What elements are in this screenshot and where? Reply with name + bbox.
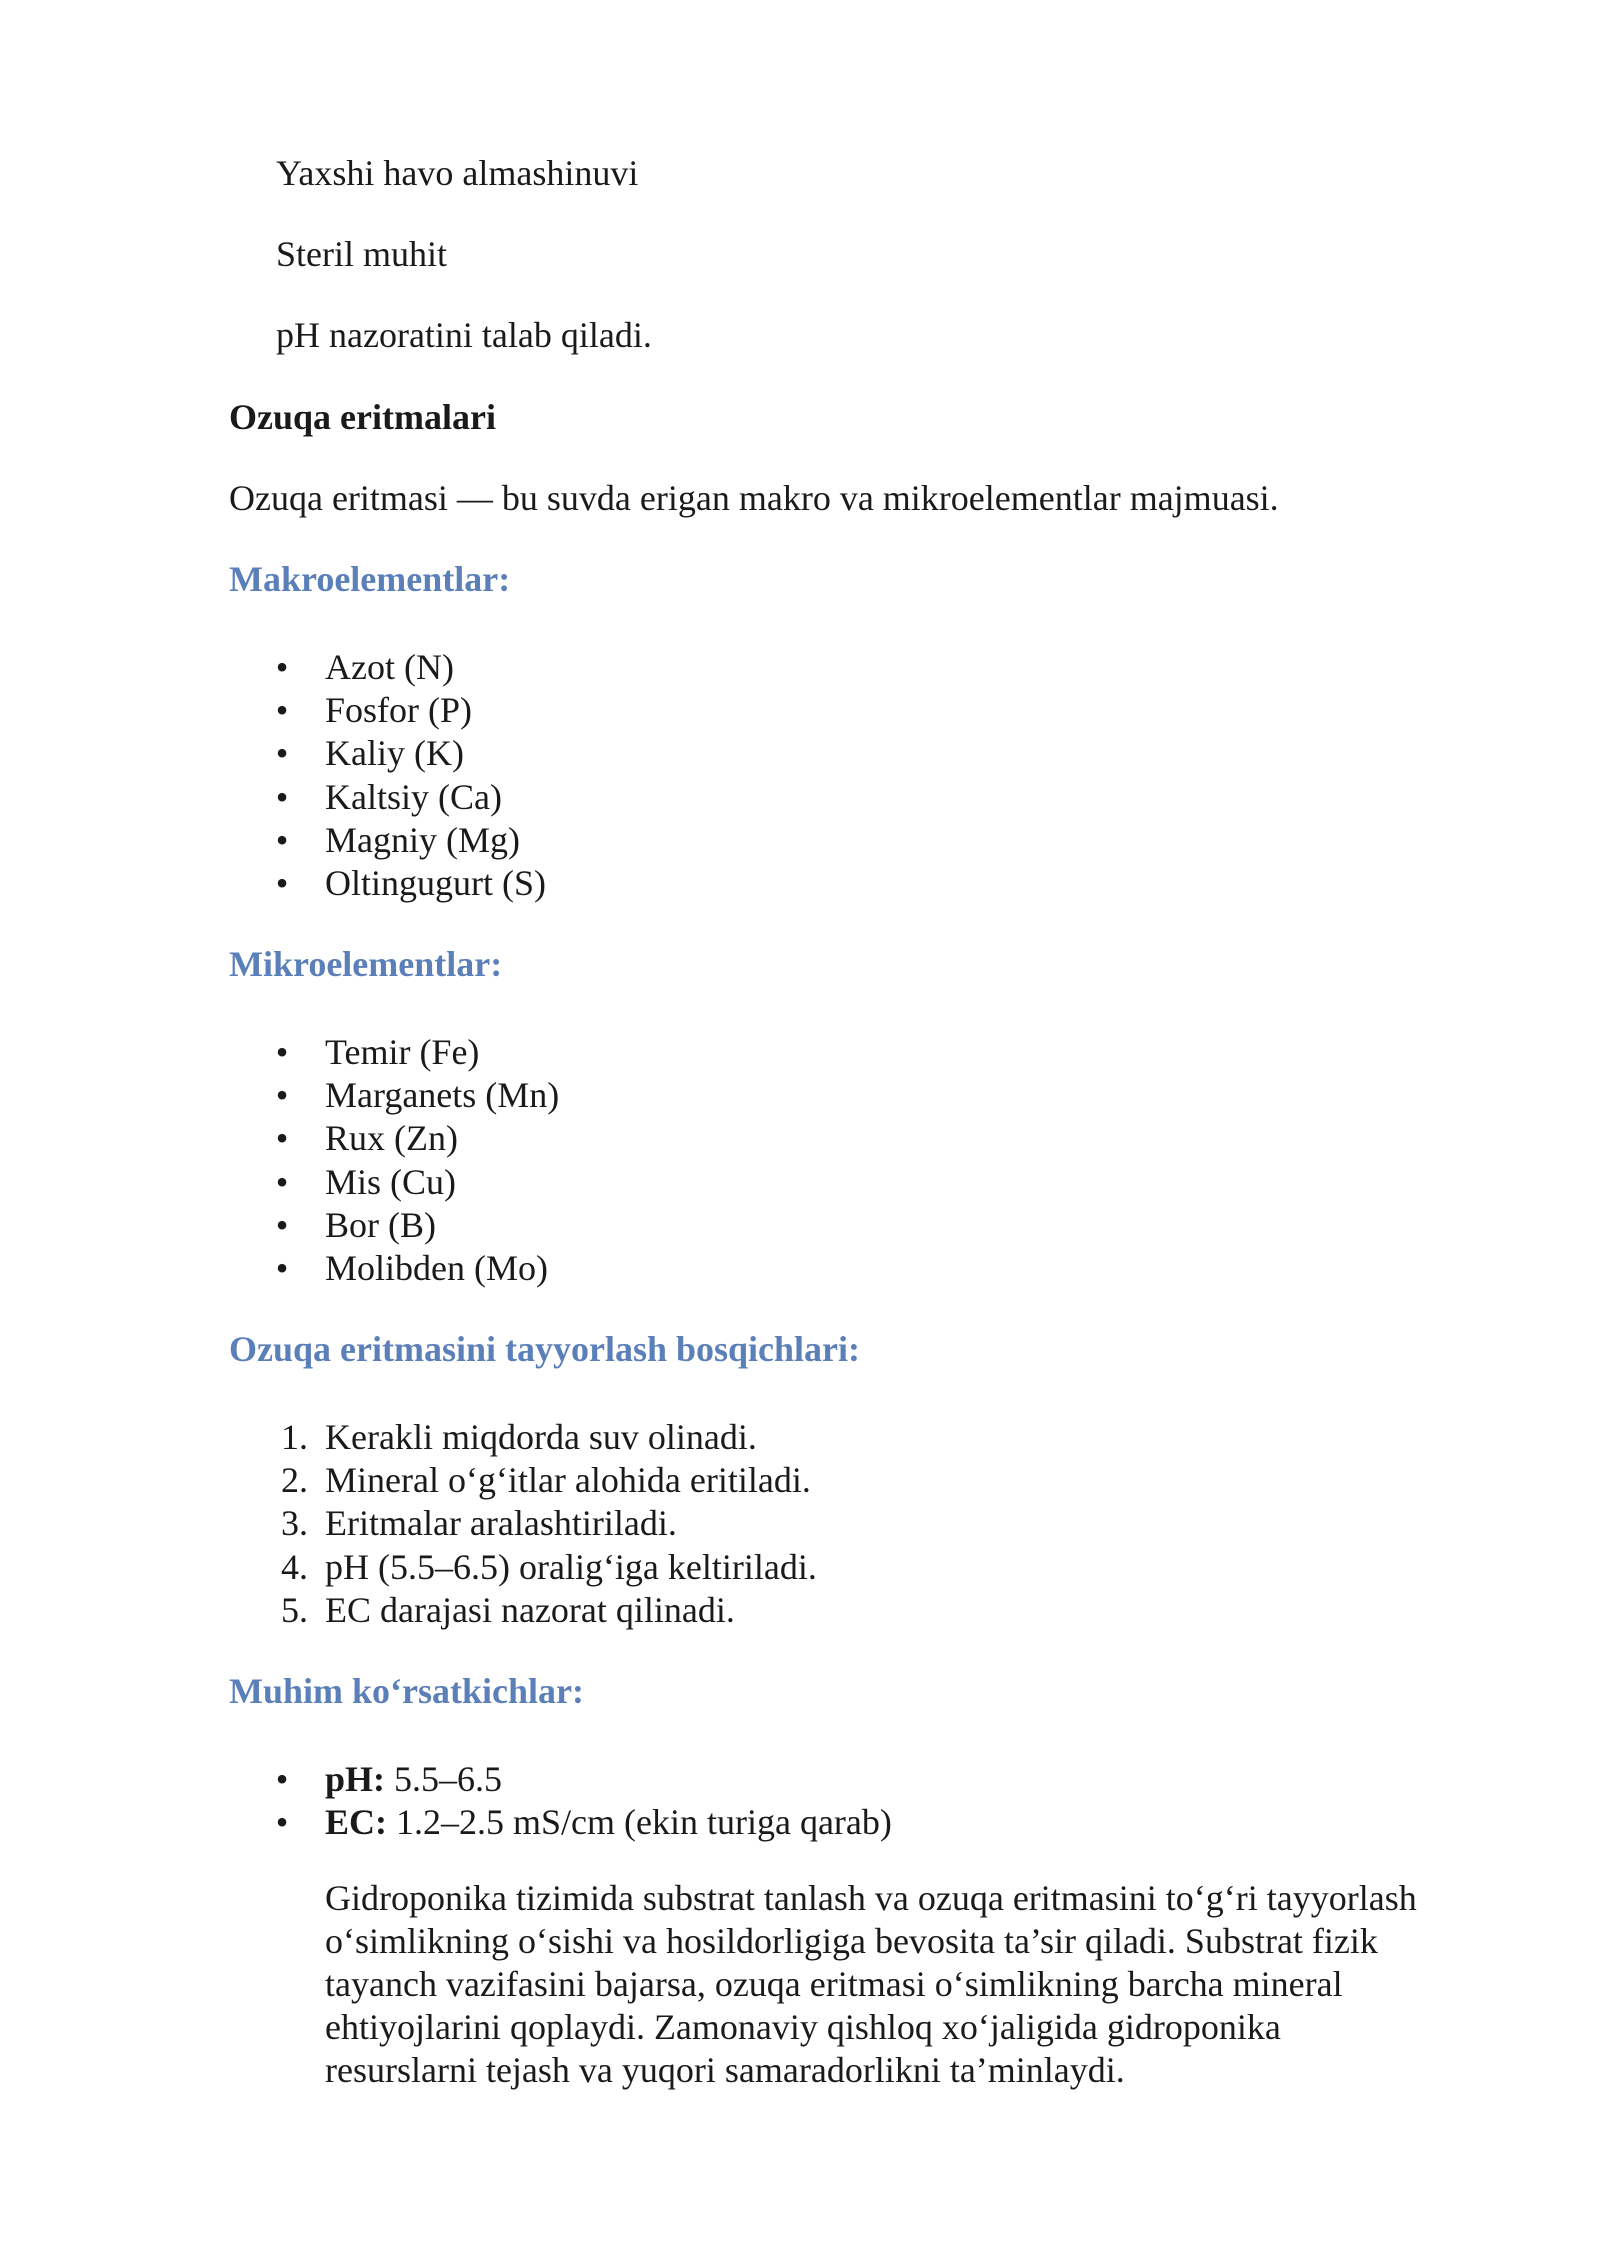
bullet-icon: • — [275, 1161, 289, 1202]
bullet-icon: • — [275, 862, 289, 903]
section-title: Ozuqa eritmalari — [229, 397, 496, 437]
indicator-value: 1.2–2.5 mS/cm (ekin turiga qarab) — [387, 1802, 892, 1843]
bullet-icon: • — [275, 1075, 289, 1116]
text-line-air-exchange: Yaxshi havo almashinuvi — [276, 153, 639, 193]
bullet-icon: • — [275, 1032, 289, 1072]
definition-text: Ozuqa eritmasi — bu suvda erigan makro va mikroelementlar majmuasi. — [229, 478, 1279, 518]
bullet-icon: • — [275, 819, 289, 860]
indicators-heading: Muhim ko‘rsatkichlar: — [229, 1671, 584, 1711]
bullet-icon: • — [275, 647, 289, 687]
indicator-label: EC: — [325, 1802, 387, 1843]
indicator-value: 5.5–6.5 — [385, 1759, 503, 1799]
paragraph-line: tayanch vazifasini bajarsa, ozuqa eritmasi o‘simlikning barcha mineral — [325, 1964, 1343, 2004]
macro-heading: Makroelementlar: — [229, 559, 511, 599]
bullet-icon: • — [275, 733, 289, 774]
bullet-icon: • — [275, 1118, 289, 1159]
conclusion-paragraph — [325, 1877, 1485, 2092]
bullet-icon: • — [275, 1204, 289, 1245]
paragraph-line: Gidroponika tizimida substrat tanlash va ozuqa eritmasini to‘g‘ri tayyorlash — [325, 1878, 1417, 1918]
steps-heading: Ozuqa eritmasini tayyorlash bosqichlari: — [229, 1329, 861, 1369]
paragraph-line: o‘simlikning o‘sishi va hosildorligiga bevosita ta’sir qiladi. Substrat fizik — [325, 1921, 1378, 1961]
text-line-ph-control: pH nazoratini talab qiladi. — [276, 315, 652, 355]
bullet-icon: • — [275, 776, 289, 817]
bullet-icon: • — [275, 1247, 289, 1288]
text-line-sterile: Steril muhit — [276, 234, 447, 274]
bullet-icon: • — [275, 1802, 289, 1843]
paragraph-line: resurslarni tejash va yuqori samaradorlikni ta’minlaydi. — [325, 2050, 1125, 2090]
indicator-label: pH: — [325, 1759, 386, 1799]
paragraph-line: ehtiyojlarini qoplaydi. Zamonaviy qishloq xo‘jaligida gidroponika — [325, 2007, 1281, 2047]
bullet-icon: • — [275, 690, 289, 731]
bullet-icon: • — [275, 1759, 289, 1799]
micro-heading: Mikroelementlar: — [229, 944, 503, 984]
document-page: Yaxshi havo almashinuvi Steril muhit pH nazoratini talab qiladi. Ozuqa eritmalari Ozuqa eritmasi — bu suvda erigan makro va mikroelementlar majmuasi. Makroelementlar: • Azot (N) • Fosfor (P) • Kaliy (K) • Kaltsiy (Ca) • Magniy (Mg) • Oltingugurt (S) Mikroelementlar: • Temir (Fe) • Marganets (Mn) • Rux (Zn) • Mis (Cu) • Bor (B) • Molibden (Mo) Ozuqa eritmasini tayyorlash bosqichlari: 1. Kerakli miqdorda suv olinadi. 2. Mineral o‘g‘itlar alohida eritiladi. 3. Eritmalar aralashtiriladi. 4. pH (5.5–6.5) oralig‘iga keltiriladi. 5. EC darajasi nazorat qilinadi. Muhim ko‘rsatkichlar: • pH: 5.5–6.5 • EC: 1.2–2.5 mS/cm (ekin turiga qarab) Gidroponika tizimida substrat tanlash va ozuqa eritmasini to‘g‘ri tayyorlash o‘simlikning o‘sishi va hosildorligiga bevosita ta’sir qiladi. Substrat fizik tayanch vazifasini bajarsa, ozuqa eritmasi o‘simlikning barcha mineral ehtiyojlarini qoplaydi. Zamonaviy qishloq xo‘jaligida gidroponika resurslarni tejash va yuqori samaradorlikni ta’minlaydi. — [0, 0, 1600, 2262]
